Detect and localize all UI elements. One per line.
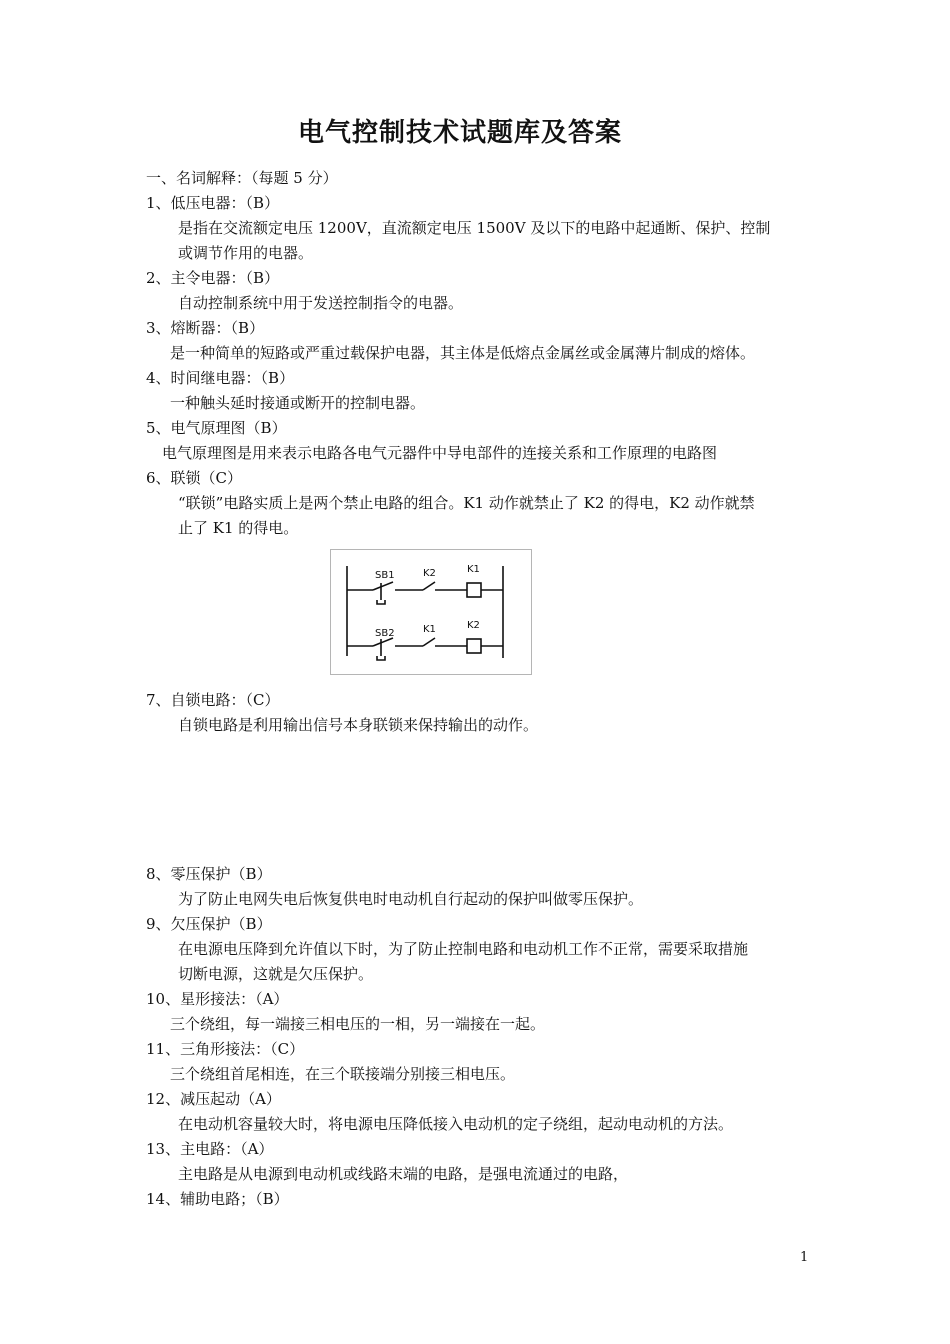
k2-coil-label: K2 bbox=[467, 620, 480, 631]
answer-9-line-1: 在电源电压降到允许值以下时，为了防止控制电路和电动机工作不正常，需要采取措施 bbox=[178, 940, 749, 958]
answer-3-line-1: 是一种简单的短路或严重过载保护电器，其主体是低熔点金属丝或金属薄片制成的熔体。 bbox=[170, 344, 756, 362]
answer-10-line-1: 三个绕组，每一端接三相电压的一相，另一端接在一起。 bbox=[170, 1015, 546, 1033]
question-14: 14、辅助电路；（B） bbox=[146, 1190, 289, 1208]
answer-6-line-1: “联锁”电路实质上是两个禁止电路的组合。K1 动作就禁止了 K2 的得电，K2 动作就禁 bbox=[178, 494, 755, 512]
k2-contact-label: K2 bbox=[423, 568, 436, 579]
answer-6-line-2: 止了 K1 的得电。 bbox=[178, 519, 299, 537]
answer-7-line-1: 自锁电路是利用输出信号本身联锁来保持输出的动作。 bbox=[178, 716, 539, 734]
question-10: 10、星形接法：（A） bbox=[146, 990, 289, 1008]
interlock-circuit-diagram bbox=[330, 549, 532, 675]
answer-11-line-1: 三个绕组首尾相连，在三个联接端分别接三相电压。 bbox=[170, 1065, 516, 1083]
answer-9-line-2: 切断电源，这就是欠压保护。 bbox=[178, 965, 374, 983]
sb1-label: SB1 bbox=[375, 570, 395, 581]
question-4: 4、时间继电器：（B） bbox=[146, 369, 295, 387]
question-2: 2、主令电器：（B） bbox=[146, 269, 280, 287]
answer-12-line-1: 在电动机容量较大时，将电源电压降低接入电动机的定子绕组，起动电动机的方法。 bbox=[178, 1115, 734, 1133]
question-7: 7、自锁电路：（C） bbox=[146, 691, 280, 709]
answer-1-line-2: 或调节作用的电器。 bbox=[178, 244, 314, 262]
question-12: 12、减压起动（A） bbox=[146, 1090, 281, 1108]
answer-4-line-1: 一种触头延时接通或断开的控制电器。 bbox=[170, 394, 426, 412]
section-heading: 一、名词解释：（每题 5 分） bbox=[146, 169, 338, 187]
sb2-label: SB2 bbox=[375, 628, 395, 639]
question-1: 1、低压电器：（B） bbox=[146, 194, 280, 212]
question-13: 13、主电路：（A） bbox=[146, 1140, 274, 1158]
question-6: 6、联锁（C） bbox=[146, 469, 243, 487]
answer-13-line-1: 主电路是从电源到电动机或线路末端的电路，是强电流通过的电路， bbox=[178, 1165, 629, 1183]
answer-5-line-1: 电气原理图是用来表示电路各电气元器件中导电部件的连接关系和工作原理的电路图 bbox=[162, 444, 718, 462]
question-3: 3、熔断器：（B） bbox=[146, 319, 265, 337]
question-5: 5、电气原理图（B） bbox=[146, 419, 287, 437]
question-9: 9、欠压保护（B） bbox=[146, 915, 272, 933]
page-title: 电气控制技术试题库及答案 bbox=[297, 118, 622, 148]
k1-contact-label: K1 bbox=[423, 624, 436, 635]
answer-1-line-1: 是指在交流额定电压 1200V，直流额定电压 1500V 及以下的电路中起通断、保护、控制 bbox=[178, 219, 771, 237]
circuit-svg bbox=[331, 550, 531, 674]
k1-coil-label: K1 bbox=[467, 564, 480, 575]
question-8: 8、零压保护（B） bbox=[146, 865, 272, 883]
question-11: 11、三角形接法：（C） bbox=[146, 1040, 305, 1058]
page-number: 1 bbox=[800, 1250, 809, 1265]
answer-2-line-1: 自动控制系统中用于发送控制指令的电器。 bbox=[178, 294, 464, 312]
answer-8-line-1: 为了防止电网失电后恢复供电时电动机自行起动的保护叫做零压保护。 bbox=[178, 890, 644, 908]
